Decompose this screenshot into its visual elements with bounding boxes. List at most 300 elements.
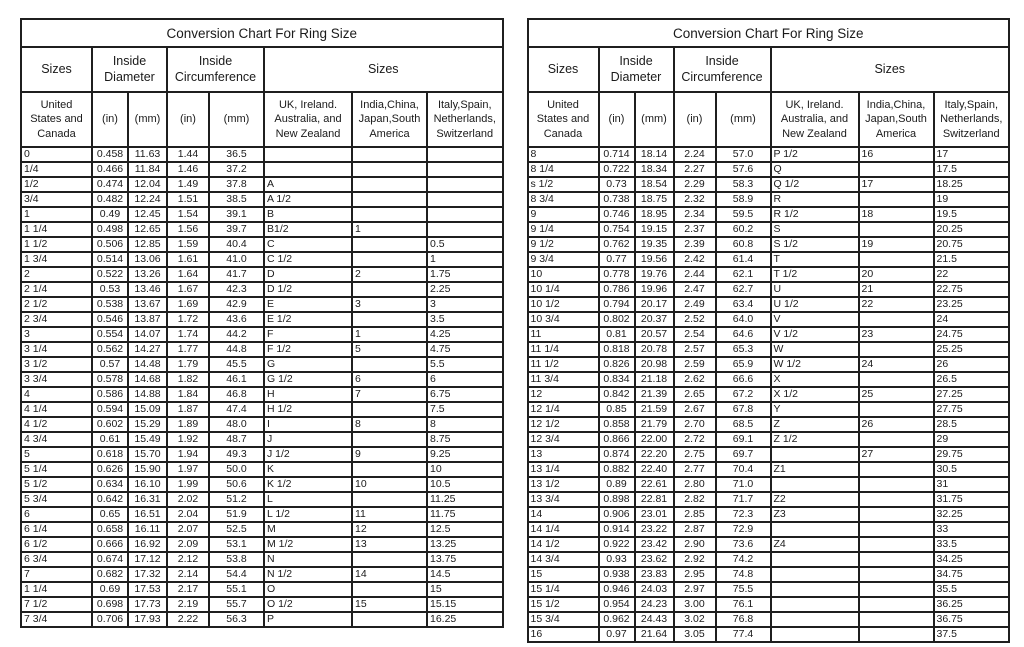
table-row (528, 327, 1010, 342)
cell: E (264, 297, 352, 312)
table-row (21, 237, 503, 252)
cell: 0.802 (599, 312, 635, 327)
cell: 21 (859, 282, 934, 297)
cell: 44.2 (209, 327, 264, 342)
cell: 0.89 (599, 477, 635, 492)
column-us-canada: United States and Canada (528, 92, 599, 147)
table-row (528, 267, 1010, 282)
cell (352, 312, 427, 327)
cell: 24 (859, 357, 934, 372)
cell: 14 3/4 (528, 552, 599, 567)
cell: 14.5 (427, 567, 503, 582)
column-diameter-mm: (mm) (128, 92, 167, 147)
cell: 3 1/2 (21, 357, 92, 372)
cell: 0.69 (92, 582, 128, 597)
table-row (528, 522, 1010, 537)
table-row (528, 252, 1010, 267)
cell: S (771, 222, 859, 237)
cell: 0.73 (599, 177, 635, 192)
cell: 2.34 (674, 207, 716, 222)
cell: 24.43 (635, 612, 674, 627)
cell: 0.682 (92, 567, 128, 582)
cell: 14.68 (128, 372, 167, 387)
cell: 68.5 (716, 417, 771, 432)
cell: 12.45 (128, 207, 167, 222)
ring-size-table-left (20, 18, 504, 628)
cell: 41.0 (209, 252, 264, 267)
cell: 0.53 (92, 282, 128, 297)
cell: 2 3/4 (21, 312, 92, 327)
cell: 0.642 (92, 492, 128, 507)
cell: 0.602 (92, 417, 128, 432)
table-row (21, 447, 503, 462)
cell (352, 192, 427, 207)
cell (352, 357, 427, 372)
table-row (528, 342, 1010, 357)
cell: B1/2 (264, 222, 352, 237)
cell: 35.5 (934, 582, 1010, 597)
cell: 5 (352, 342, 427, 357)
cell: 23.83 (635, 567, 674, 582)
cell: 10 (427, 462, 503, 477)
cell: L (264, 492, 352, 507)
cell: U 1/2 (771, 297, 859, 312)
title-row (528, 19, 1010, 47)
cell (859, 567, 934, 582)
cell (859, 507, 934, 522)
cell: 59.5 (716, 207, 771, 222)
table-row (21, 282, 503, 297)
table-row (528, 567, 1010, 582)
cell: 0.93 (599, 552, 635, 567)
cell: 0.954 (599, 597, 635, 612)
cell: 22.20 (635, 447, 674, 462)
cell: 13 1/2 (528, 477, 599, 492)
cell: 2.95 (674, 567, 716, 582)
cell: 1.72 (167, 312, 209, 327)
cell: 0.482 (92, 192, 128, 207)
cell: 2.25 (427, 282, 503, 297)
cell (771, 522, 859, 537)
cell: 55.1 (209, 582, 264, 597)
cell: W (771, 342, 859, 357)
cell: 0.818 (599, 342, 635, 357)
cell: Q 1/2 (771, 177, 859, 192)
cell: 1.56 (167, 222, 209, 237)
cell: 17.12 (128, 552, 167, 567)
cell: 0.554 (92, 327, 128, 342)
cell: 2 (352, 267, 427, 282)
cell: 22.40 (635, 462, 674, 477)
cell: 37.5 (934, 627, 1010, 642)
cell: 2.12 (167, 552, 209, 567)
cell: J (264, 432, 352, 447)
ring-size-table-right (527, 18, 1011, 643)
cell: I (264, 417, 352, 432)
cell: s 1/2 (528, 177, 599, 192)
cell: 1.84 (167, 387, 209, 402)
cell: 0.626 (92, 462, 128, 477)
cell (427, 222, 503, 237)
cell: H (264, 387, 352, 402)
cell (352, 252, 427, 267)
cell: 50.6 (209, 477, 264, 492)
cell: Z1 (771, 462, 859, 477)
cell (771, 627, 859, 642)
cell: 16 (859, 147, 934, 162)
table-row (528, 147, 1010, 162)
cell: 2.57 (674, 342, 716, 357)
cell: 21.64 (635, 627, 674, 642)
cell: 20.17 (635, 297, 674, 312)
table-row (528, 627, 1010, 642)
cell: Z4 (771, 537, 859, 552)
cell: 5.5 (427, 357, 503, 372)
cell: 20.57 (635, 327, 674, 342)
cell: 0.61 (92, 432, 128, 447)
cell (859, 537, 934, 552)
cell: 39.1 (209, 207, 264, 222)
cell: 34.25 (934, 552, 1010, 567)
cell: 53.1 (209, 537, 264, 552)
cell: 22.00 (635, 432, 674, 447)
cell: J 1/2 (264, 447, 352, 462)
cell: 1.94 (167, 447, 209, 462)
cell: 0.698 (92, 597, 128, 612)
cell: 21.5 (934, 252, 1010, 267)
cell (859, 552, 934, 567)
table-row (21, 567, 503, 582)
cell: F 1/2 (264, 342, 352, 357)
cell: 16.25 (427, 612, 503, 627)
cell: 71.0 (716, 477, 771, 492)
cell: 12.85 (128, 237, 167, 252)
cell: 27.75 (934, 402, 1010, 417)
cell: 0.57 (92, 357, 128, 372)
table-row (21, 492, 503, 507)
cell: 1.54 (167, 207, 209, 222)
cell: 0.65 (92, 507, 128, 522)
cell: 0.922 (599, 537, 635, 552)
cell: 1.44 (167, 147, 209, 162)
cell (859, 462, 934, 477)
cell: 15.29 (128, 417, 167, 432)
cell: 16.51 (128, 507, 167, 522)
cell: 7.5 (427, 402, 503, 417)
cell: 11.84 (128, 162, 167, 177)
cell: A 1/2 (264, 192, 352, 207)
cell (859, 432, 934, 447)
cell: 0.794 (599, 297, 635, 312)
table-row (528, 477, 1010, 492)
cell: W 1/2 (771, 357, 859, 372)
cell: S 1/2 (771, 237, 859, 252)
cell: G (264, 357, 352, 372)
cell: 0.514 (92, 252, 128, 267)
cell: 2.42 (674, 252, 716, 267)
cell: 61.4 (716, 252, 771, 267)
cell: 0.85 (599, 402, 635, 417)
table-row (21, 537, 503, 552)
cell: U (771, 282, 859, 297)
cell: 6 3/4 (21, 552, 92, 567)
cell: 0.522 (92, 267, 128, 282)
cell: 14.48 (128, 357, 167, 372)
table-row (21, 357, 503, 372)
cell (264, 162, 352, 177)
header-sizes-us: Sizes (21, 47, 92, 92)
cell: 1 (21, 207, 92, 222)
cell: P (264, 612, 352, 627)
cell: 4 1/2 (21, 417, 92, 432)
cell: 2.49 (674, 297, 716, 312)
table-row (528, 432, 1010, 447)
cell: 37.2 (209, 162, 264, 177)
cell: 14 (352, 567, 427, 582)
cell: 0.962 (599, 612, 635, 627)
cell: 31 (934, 477, 1010, 492)
column-india-china: India,China, Japan,South America (859, 92, 934, 147)
cell (352, 552, 427, 567)
cell: 19.35 (635, 237, 674, 252)
cell: 20 (859, 267, 934, 282)
cell: M (264, 522, 352, 537)
cell: 2.32 (674, 192, 716, 207)
cell: 23.22 (635, 522, 674, 537)
cell: 1 (427, 252, 503, 267)
cell (352, 237, 427, 252)
cell: 10 3/4 (528, 312, 599, 327)
cell: 20.75 (934, 237, 1010, 252)
cell: 10 (528, 267, 599, 282)
cell (859, 597, 934, 612)
cell (859, 522, 934, 537)
cell: 1.74 (167, 327, 209, 342)
cell: 76.8 (716, 612, 771, 627)
cell: Y (771, 402, 859, 417)
cell: 26.5 (934, 372, 1010, 387)
cell: 17 (859, 177, 934, 192)
cell: 5 3/4 (21, 492, 92, 507)
cell: 3.00 (674, 597, 716, 612)
cell: 0.914 (599, 522, 635, 537)
cell: 15.49 (128, 432, 167, 447)
cell: 43.6 (209, 312, 264, 327)
cell: 14 1/2 (528, 537, 599, 552)
cell: L 1/2 (264, 507, 352, 522)
cell: 6.75 (427, 387, 503, 402)
column-circumference-in: (in) (167, 92, 209, 147)
title-row (21, 19, 503, 47)
cell: 2.82 (674, 492, 716, 507)
cell: 13 3/4 (528, 492, 599, 507)
cell (352, 282, 427, 297)
cell: 3.5 (427, 312, 503, 327)
table-row (21, 327, 503, 342)
cell: 13 (352, 537, 427, 552)
cell: 11 1/2 (528, 357, 599, 372)
cell: 1 (352, 222, 427, 237)
cell: 12.5 (427, 522, 503, 537)
cell: 1.92 (167, 432, 209, 447)
table-row (528, 447, 1010, 462)
cell: 2.54 (674, 327, 716, 342)
cell: 33.5 (934, 537, 1010, 552)
cell: 0.778 (599, 267, 635, 282)
cell: 67.8 (716, 402, 771, 417)
column-uk-ireland: UK, Ireland. Australia, and New Zealand (771, 92, 859, 147)
table-row (21, 597, 503, 612)
cell (352, 612, 427, 627)
cell: 17.5 (934, 162, 1010, 177)
cell: D 1/2 (264, 282, 352, 297)
cell (352, 147, 427, 162)
cell: 10 1/4 (528, 282, 599, 297)
cell: 17.93 (128, 612, 167, 627)
cell: 2.17 (167, 582, 209, 597)
cell: 26 (934, 357, 1010, 372)
cell: 0.874 (599, 447, 635, 462)
cell: 2.72 (674, 432, 716, 447)
cell: 44.8 (209, 342, 264, 357)
cell: G 1/2 (264, 372, 352, 387)
cell: 2.70 (674, 417, 716, 432)
cell: 41.7 (209, 267, 264, 282)
cell: 4.25 (427, 327, 503, 342)
column-circumference-in: (in) (674, 92, 716, 147)
cell: 2.85 (674, 507, 716, 522)
cell: 9 3/4 (528, 252, 599, 267)
cell: 0.81 (599, 327, 635, 342)
cell: 19.15 (635, 222, 674, 237)
table-row (528, 612, 1010, 627)
table-row (528, 417, 1010, 432)
cell: 57.6 (716, 162, 771, 177)
cell: 9 (352, 447, 427, 462)
cell: R 1/2 (771, 207, 859, 222)
cell: 14.88 (128, 387, 167, 402)
cell: 23.01 (635, 507, 674, 522)
cell: 12.04 (128, 177, 167, 192)
cell: 77.4 (716, 627, 771, 642)
cell: Q (771, 162, 859, 177)
cell: 25.25 (934, 342, 1010, 357)
cell: 6 (21, 507, 92, 522)
cell: 8 (528, 147, 599, 162)
cell: 46.8 (209, 387, 264, 402)
cell: 15.90 (128, 462, 167, 477)
cell (859, 162, 934, 177)
cell: 11 (528, 327, 599, 342)
table-row (528, 552, 1010, 567)
cell: 1 1/4 (21, 222, 92, 237)
cell: 64.0 (716, 312, 771, 327)
cell: 15.09 (128, 402, 167, 417)
table-row (21, 207, 503, 222)
table-row (528, 597, 1010, 612)
cell: 22 (859, 297, 934, 312)
cell: 17.53 (128, 582, 167, 597)
cell: 21.79 (635, 417, 674, 432)
cell: 73.6 (716, 537, 771, 552)
cell: X 1/2 (771, 387, 859, 402)
cell: 4.75 (427, 342, 503, 357)
cell: 71.7 (716, 492, 771, 507)
cell: 0.738 (599, 192, 635, 207)
cell: 1.49 (167, 177, 209, 192)
column-diameter-mm: (mm) (635, 92, 674, 147)
cell: 75.5 (716, 582, 771, 597)
cell: 13.67 (128, 297, 167, 312)
cell: 30.5 (934, 462, 1010, 477)
cell: Z2 (771, 492, 859, 507)
cell: 16.31 (128, 492, 167, 507)
table-row (21, 462, 503, 477)
table-row (21, 222, 503, 237)
cell: 0.866 (599, 432, 635, 447)
cell (352, 462, 427, 477)
cell: C (264, 237, 352, 252)
cell: 24 (934, 312, 1010, 327)
cell: T (771, 252, 859, 267)
cell: 36.25 (934, 597, 1010, 612)
cell: 8 (427, 417, 503, 432)
column-italy-spain: Italy,Spain, Netherlands, Switzerland (427, 92, 503, 147)
cell: 51.9 (209, 507, 264, 522)
cell: 9 1/4 (528, 222, 599, 237)
cell: 2.07 (167, 522, 209, 537)
header-group-row (528, 47, 1010, 92)
table-row (528, 222, 1010, 237)
cell: 0 (21, 147, 92, 162)
cell (859, 402, 934, 417)
table-title: Conversion Chart For Ring Size (528, 19, 1010, 47)
cell: 58.3 (716, 177, 771, 192)
cell: 15 1/4 (528, 582, 599, 597)
cell: 56.3 (209, 612, 264, 627)
table-row (528, 507, 1010, 522)
header-column-row (528, 92, 1010, 147)
cell: 1 1/2 (21, 237, 92, 252)
cell: 29.75 (934, 447, 1010, 462)
cell: 1.87 (167, 402, 209, 417)
cell: 0.498 (92, 222, 128, 237)
cell: 6 1/4 (21, 522, 92, 537)
cell: 48.0 (209, 417, 264, 432)
cell: 13.75 (427, 552, 503, 567)
cell: 67.2 (716, 387, 771, 402)
cell: 19.76 (635, 267, 674, 282)
table-row (528, 582, 1010, 597)
cell: 60.8 (716, 237, 771, 252)
cell (859, 492, 934, 507)
cell (771, 582, 859, 597)
cell: 2.97 (674, 582, 716, 597)
table-row (528, 312, 1010, 327)
cell: B (264, 207, 352, 222)
cell: 57.0 (716, 147, 771, 162)
cell: 0.666 (92, 537, 128, 552)
cell: 12 3/4 (528, 432, 599, 447)
cell (771, 597, 859, 612)
cell: 50.0 (209, 462, 264, 477)
cell: 14.27 (128, 342, 167, 357)
cell: 23.25 (934, 297, 1010, 312)
cell (859, 612, 934, 627)
cell: 24.23 (635, 597, 674, 612)
cell: 2.19 (167, 597, 209, 612)
cell: 2.47 (674, 282, 716, 297)
